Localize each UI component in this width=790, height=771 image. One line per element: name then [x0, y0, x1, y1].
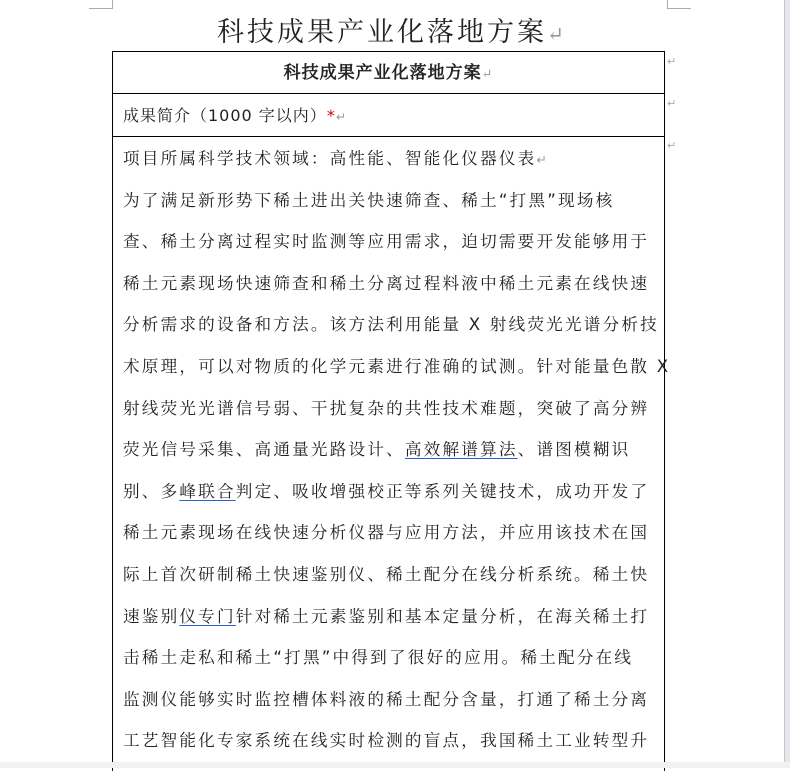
required-mark: *	[326, 106, 336, 125]
corner-mark-right	[667, 0, 691, 9]
body-text: 荧光信号采集、高通量光路设计、	[123, 440, 405, 460]
spellcheck-underlined-text: 仪专门	[179, 606, 236, 626]
body-line	[123, 518, 656, 560]
paragraph-mark-icon: ↵	[536, 152, 550, 167]
body-line	[123, 227, 656, 269]
body-text: 射线荧光光谱信号弱、干扰复杂的共性技术难题，突破了高分辨	[123, 398, 650, 418]
content-table	[112, 51, 671, 771]
corner-mark-left	[89, 0, 113, 9]
body-text: 分析需求的设备和方法。该方法利用能量 X 射线荧光光谱分析技	[123, 315, 659, 335]
field-line	[123, 144, 656, 186]
row-end-mark-icon: ↵	[667, 139, 677, 152]
spellcheck-underlined-text: 高效解谱算法	[404, 440, 518, 460]
section-label: 成果简介（1000 字以内）	[123, 106, 327, 125]
body-text: 工艺智能化专家系统在线实时检测的盲点，我国稀土工业转型升	[123, 731, 650, 751]
body-text: 速鉴别	[123, 606, 180, 626]
body-text: 别、多	[123, 481, 180, 501]
body-line	[123, 435, 656, 477]
body-line	[123, 643, 656, 685]
row-end-mark-icon: ↵	[667, 97, 677, 110]
paragraph-mark-icon: ↵	[481, 67, 494, 82]
paragraph-mark-icon: ↵	[335, 110, 347, 124]
body-line	[123, 310, 659, 352]
title-text: 科技成果产业化落地方案	[217, 17, 548, 48]
body-text: 为了满足新形势下稀土进出关快速筛查、稀土“打黑”现场核	[123, 190, 615, 210]
body-line	[123, 685, 656, 727]
paragraph-mark-icon: ↵	[547, 22, 567, 46]
row-end-mark-icon: ↵	[667, 55, 677, 68]
body-text: 术原理，可以对物质的化学元素进行准确的试测。针对能量色散 X	[123, 356, 671, 376]
body-line	[123, 602, 656, 644]
field-line-text: 项目所属科学技术领域：高性能、智能化仪器仪表	[123, 149, 537, 168]
table-header-text: 科技成果产业化落地方案	[283, 63, 482, 83]
table-header-cell[interactable]	[113, 52, 664, 94]
section-label-cell[interactable]	[113, 94, 664, 137]
body-text: 、谱图模糊识	[517, 440, 631, 460]
body-text: 查、稀土分离过程实时监测等应用需求，迫切需要开发能够用于	[123, 232, 650, 252]
body-text: 判定、吸收增强校正等系列关键技术，成功开发了	[235, 481, 650, 501]
bottom-bar	[0, 762, 790, 768]
document-title[interactable]	[0, 10, 784, 49]
body-text: 稀土元素现场快速筛查和稀土分离过程料液中稀土元素在线快速	[123, 273, 650, 293]
summary-text-cell[interactable]	[113, 137, 671, 768]
body-line	[123, 560, 656, 602]
body-line	[123, 477, 656, 519]
body-line	[123, 352, 671, 394]
body-line	[123, 186, 656, 228]
body-text: 击稀土走私和稀土“打黑”中得到了很好的应用。稀土配分在线	[123, 648, 634, 668]
body-line	[123, 394, 656, 436]
body-text: 际上首次研制稀土快速鉴别仪、稀土配分在线分析系统。稀土快	[123, 564, 650, 584]
body-text: 针对稀土元素鉴别和基本定量分析，在海关稀土打	[235, 606, 650, 626]
body-text: 监测仪能够实时监控槽体料液的稀土配分含量，打通了稀土分离	[123, 689, 650, 709]
vertical-scrollbar[interactable]	[784, 0, 790, 762]
spellcheck-underlined-text: 峰联合	[179, 481, 236, 501]
body-line	[123, 269, 656, 311]
body-text: 稀土元素现场在线快速分析仪器与应用方法，并应用该技术在国	[123, 523, 650, 543]
